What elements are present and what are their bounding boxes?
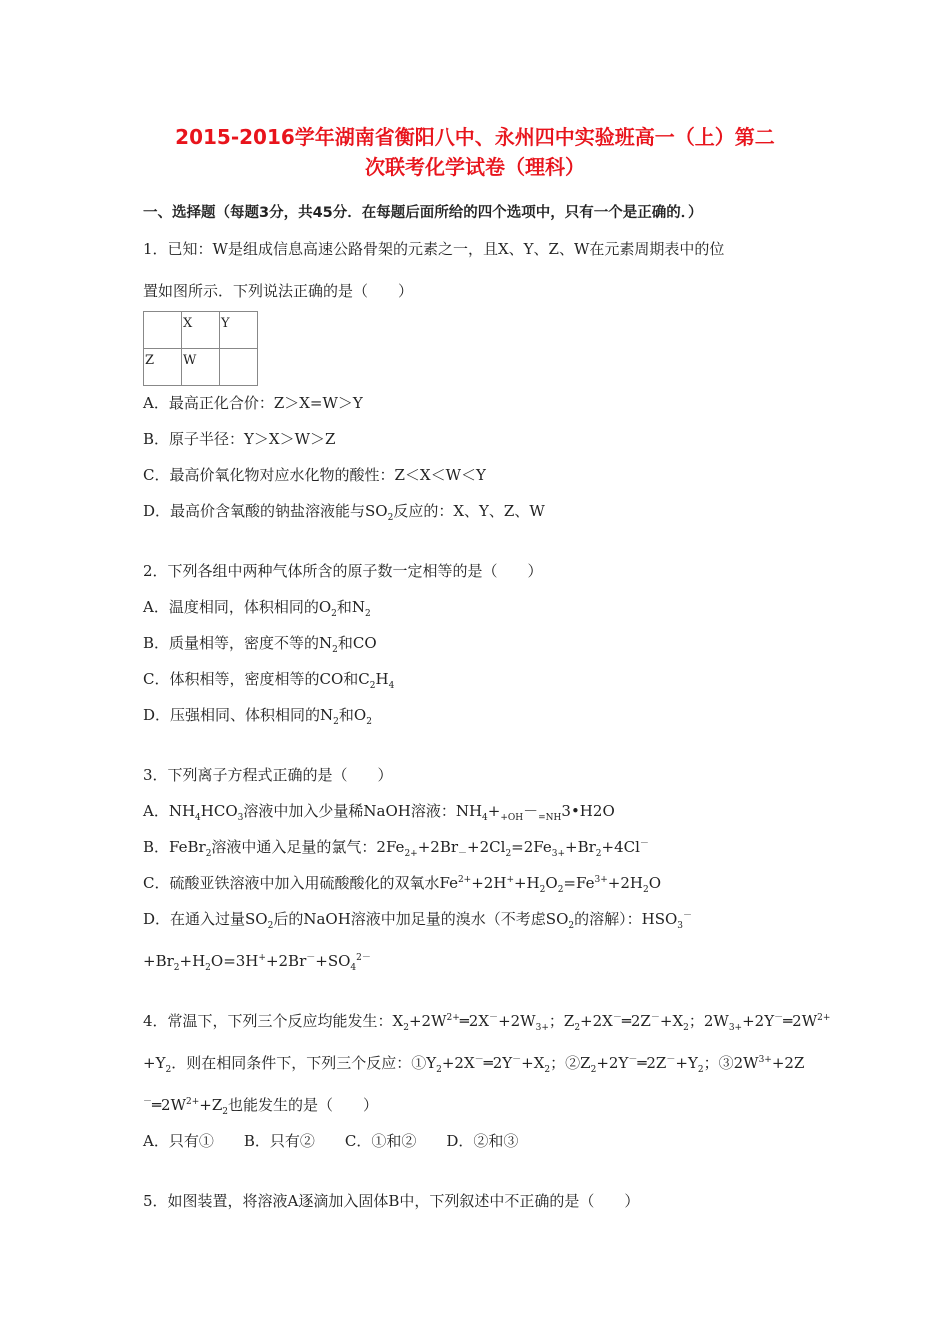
text: 和O	[338, 706, 367, 724]
q3-option-d-line2	[143, 950, 371, 973]
subscript: 2	[205, 849, 212, 859]
text: C．体积相等，密度相等的CO和C	[143, 670, 370, 688]
text: ═2W	[783, 1012, 818, 1030]
text: +Z	[199, 1096, 223, 1114]
subscript: 2	[165, 1065, 172, 1075]
superscript: 3+	[758, 1055, 772, 1065]
periodic-table-fragment	[143, 311, 258, 386]
text: +4Cl	[601, 838, 640, 856]
subscript: +OH	[500, 813, 524, 823]
q4-stem-line2	[143, 1052, 804, 1075]
subscript: 4	[482, 813, 488, 823]
subscript: 2	[590, 1065, 597, 1075]
superscript: 2+	[186, 1097, 200, 1107]
text: 4．常温下，下列三个反应均能发生：X	[143, 1012, 404, 1030]
exam-title	[60, 122, 890, 182]
subscript: =NH	[538, 813, 562, 823]
text: O	[602, 802, 615, 820]
text: +2Cl	[467, 838, 506, 856]
text: A．NH	[143, 802, 196, 820]
superscript: －	[474, 1055, 484, 1065]
text: •H	[570, 802, 593, 820]
subscript: 2	[505, 849, 512, 859]
subscript: 2	[595, 849, 602, 859]
superscript: －	[650, 1013, 660, 1023]
text: HCO	[200, 802, 238, 820]
text: A．温度相同，体积相同的O	[143, 598, 332, 616]
subscript: 2	[332, 645, 338, 655]
subscript: 4	[350, 963, 357, 973]
text: ═2W	[152, 1096, 187, 1114]
text: +H	[513, 874, 540, 892]
text: －	[523, 802, 539, 820]
text: +2Br	[265, 952, 307, 970]
grid-cell: Y	[220, 312, 258, 349]
text: O=3H	[210, 952, 259, 970]
text: O	[545, 874, 558, 892]
text: 和CO	[337, 634, 377, 652]
text: C．硫酸亚铁溶液中加入用硫酸酸化的双氧水Fe	[143, 874, 458, 892]
text: +2Y	[596, 1054, 629, 1072]
q1-option-d	[143, 500, 545, 523]
q3-option-d-line1	[143, 908, 692, 931]
subscript: －	[458, 849, 468, 859]
subscript: 2	[205, 963, 211, 973]
text: +2X	[580, 1012, 613, 1030]
q1-option-c: C．最高价氧化物对应水化物的酸性：Z＜X＜W＜Y	[143, 466, 486, 484]
subscript: 2	[642, 885, 649, 895]
text: +2Br	[417, 838, 459, 856]
text: ；③2W	[703, 1054, 759, 1072]
q5-stem: 5．如图装置，将溶液A逐滴加入固体B中，下列叙述中不正确的是（ ）	[143, 1192, 640, 1210]
subscript: 2	[568, 921, 575, 931]
text: +Y	[143, 1054, 166, 1072]
text: =2Fe	[511, 838, 552, 856]
grid-cell: X	[182, 312, 220, 349]
superscript: 2+	[457, 875, 472, 885]
text: 溶液中通入足量的氯气：2Fe	[211, 838, 405, 856]
grid-cell	[144, 312, 182, 349]
subscript: 2	[403, 1023, 409, 1033]
text: ═2X	[459, 1012, 490, 1030]
text: 溶液中加入少量稀NaOH溶液：NH	[243, 802, 483, 820]
q1-stem-line1: 1．已知：W是组成信息高速公路骨架的元素之一，且X、Y、Z、W在元素周期表中的位	[143, 240, 725, 258]
subscript: 2	[365, 609, 371, 619]
superscript: 2+	[817, 1013, 831, 1023]
subscript: 2	[436, 1065, 442, 1075]
superscript: －	[143, 1097, 153, 1107]
subscript: 2	[267, 921, 274, 931]
subscript: 2	[366, 717, 372, 727]
text: ═2Z	[637, 1054, 667, 1072]
q2-option-b	[143, 632, 377, 655]
text: +X	[659, 1012, 684, 1030]
title-line-2: 次联考化学试卷（理科）	[365, 155, 585, 179]
subscript: 2	[574, 1023, 581, 1033]
subscript: 2	[387, 513, 394, 523]
text: 3	[561, 802, 571, 820]
text: B．质量相等，密度不等的N	[143, 634, 333, 652]
superscript: 2+	[446, 1013, 460, 1023]
text: O	[648, 874, 661, 892]
text: 反应的：X、Y、Z、W	[393, 502, 545, 520]
text: ．则在相同条件下，下列三个反应：①Y	[171, 1054, 437, 1072]
text: ；②Z	[550, 1054, 591, 1072]
q4-options: A．只有① B．只有② C．①和② D．②和③	[143, 1132, 519, 1150]
superscript: 2－	[356, 953, 371, 963]
title-line-1: 2015-2016学年湖南省衡阳八中、永州四中实验班高一（上）第二	[175, 125, 775, 149]
q1-option-a: A．最高正化合价：Z＞X=W＞Y	[143, 394, 363, 412]
superscript: －	[639, 839, 649, 849]
subscript: 2	[222, 1107, 229, 1117]
text: ；Z	[548, 1012, 575, 1030]
text: +2Z	[771, 1054, 805, 1072]
superscript: －	[489, 1013, 499, 1023]
superscript: －	[666, 1055, 676, 1065]
text: 和N	[336, 598, 366, 616]
subscript: 3	[677, 921, 683, 931]
text: +2H	[471, 874, 507, 892]
superscript: －	[512, 1055, 522, 1065]
subscript: 4	[195, 813, 201, 823]
text: +	[487, 802, 501, 820]
text: 2	[592, 802, 603, 820]
grid-cell	[220, 349, 258, 386]
q1-option-b: B．原子半径：Y＞X＞W＞Z	[143, 430, 336, 448]
subscript: 2	[544, 1065, 551, 1075]
text: D．在通入过量SO	[143, 910, 268, 928]
subscript: 3+	[728, 1023, 743, 1033]
text: +2W	[408, 1012, 447, 1030]
subscript: 2	[697, 1065, 704, 1075]
text: +2W	[498, 1012, 536, 1030]
q3-option-c	[143, 872, 661, 895]
q2-stem: 2．下列各组中两种气体所含的原子数一定相等的是（ ）	[143, 562, 543, 580]
q4-stem-line1	[143, 1010, 830, 1033]
text: 也能发生的是（ ）	[228, 1096, 379, 1114]
superscript: +	[506, 875, 514, 885]
text: +Br	[143, 952, 174, 970]
grid-cell: W	[182, 349, 220, 386]
text: 的溶解）：HSO	[574, 910, 678, 928]
text: +Br	[565, 838, 596, 856]
q2-option-a	[143, 596, 371, 619]
superscript: －	[774, 1013, 784, 1023]
subscript: 2	[173, 963, 180, 973]
text: +H	[179, 952, 206, 970]
subscript: 2	[369, 681, 376, 691]
superscript: 3+	[594, 875, 608, 885]
q3-option-a	[143, 800, 615, 823]
subscript: 2	[539, 885, 546, 895]
subscript: 2	[331, 609, 337, 619]
subscript: 3	[237, 813, 244, 823]
text: +2H	[607, 874, 643, 892]
superscript: －	[683, 911, 693, 921]
text: +Y	[675, 1054, 698, 1072]
subscript: 3+	[551, 849, 566, 859]
grid-cell: Z	[144, 349, 182, 386]
subscript: 3+	[535, 1023, 549, 1033]
text: 后的NaOH溶液中加足量的溴水（不考虑SO	[273, 910, 569, 928]
subscript: 2	[683, 1023, 689, 1033]
subscript: 4	[388, 681, 395, 691]
text: =Fe	[563, 874, 595, 892]
q4-stem-line3	[143, 1094, 378, 1117]
q3-option-b	[143, 836, 649, 859]
text: ；2W	[688, 1012, 729, 1030]
q3-stem: 3．下列离子方程式正确的是（ ）	[143, 766, 393, 784]
text: H	[375, 670, 389, 688]
subscript: 2+	[404, 849, 418, 859]
text: D．压强相同、体积相同的N	[143, 706, 334, 724]
subscript: 2	[333, 717, 339, 727]
text: +2Y	[742, 1012, 775, 1030]
text: D．最高价含氧酸的钠盐溶液能与SO	[143, 502, 388, 520]
superscript: －	[628, 1055, 638, 1065]
text: +2X	[441, 1054, 475, 1072]
q2-option-c	[143, 668, 394, 691]
section-heading: 一、选择题（每题3分，共45分．在每题后面所给的四个选项中，只有一个是正确的．）	[143, 205, 703, 221]
text: ═2Y	[483, 1054, 513, 1072]
superscript: －	[306, 953, 316, 963]
q2-option-d	[143, 704, 372, 727]
superscript: +	[258, 953, 266, 963]
text: B．FeBr	[143, 838, 206, 856]
q1-stem-line2: 置如图所示．下列说法正确的是（ ）	[143, 282, 414, 300]
subscript: 2	[557, 885, 564, 895]
superscript: －	[612, 1013, 622, 1023]
text: +X	[521, 1054, 545, 1072]
text: ═2Z	[621, 1012, 651, 1030]
text: +SO	[315, 952, 351, 970]
